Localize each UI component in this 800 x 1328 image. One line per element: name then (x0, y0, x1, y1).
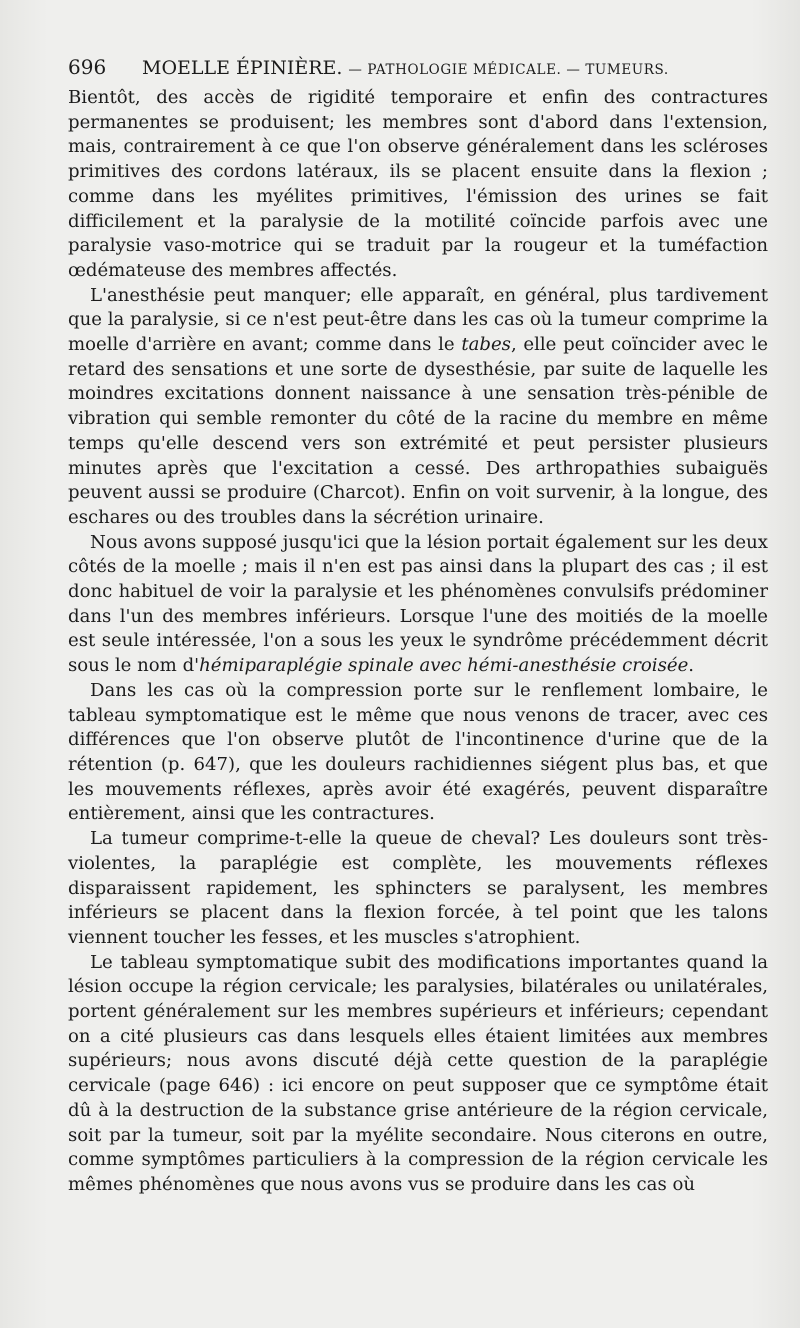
paragraph-3 (68, 531, 768, 679)
body-text (68, 86, 768, 1198)
page-number: 696 (68, 55, 107, 79)
paragraph-2-text-a: L'anesthésie peut manquer; elle apparaît, en général, plus tardivement que la paralysie, si ce n'est peut-être dans les cas où la tumeur comprime la moelle d'arrière en avant; comme dans le (68, 284, 768, 356)
running-header (68, 52, 770, 86)
paragraph-2-italic-term: tabes (461, 334, 511, 356)
paragraph-6: Le tableau symptomatique subit des modifications importantes quand la lésion occupe la région cervicale; les paralysies, bilatérales ou unilatérales, portent généralement sur les membres supérieurs et inférieurs; cependant on a cité plusieurs cas dans lesquels elles étaient limitées aux membres supérieurs; nous avons discuté déjà cette question de la paraplégie cervicale (page 646) : ici encore on peut supposer que ce symptôme était dû à la destruction de la substance grise antérieure de la région cervicale, soit par la tumeur, soit par la myélite secondaire. Nous citerons en outre, comme symptômes particuliers à la compression de la région cervicale les mêmes phénomènes que nous avons vus se produire dans les cas où (68, 951, 768, 1195)
paragraph-1: Bientôt, des accès de rigidité temporaire et enfin des contractures permanentes se produisent; les membres sont d'abord dans l'extension, mais, contrairement à ce que l'on observe généralement dans les scléroses primitives des cordons latéraux, ils se placent ensuite dans la flexion ; comme dans les myélites primitives, l'émission des urines se fait difficilement et la paralysie de la motilité coïncide parfois avec une paralysie vaso-motrice qui se traduit par la rougeur et la tuméfaction œdémateuse des membres affectés. (68, 87, 768, 281)
running-section: — PATHOLOGIE MÉDICALE. — TUMEURS. (348, 62, 669, 78)
running-title: MOELLE ÉPINIÈRE. (142, 57, 343, 79)
paragraph-4: Dans les cas où la compression porte sur le renflement lombaire, le tableau symptomatique est le même que nous venons de tracer, avec ces différences que l'on observe plutôt de l'incontinence d'urine que de la rétention (p. 647), que les douleurs rachidiennes siégent plus bas, et que les mouvements réflexes, après avoir été exagérés, peuvent disparaître entièrement, ainsi que les contractures. (68, 679, 768, 825)
paragraph-2-text-b: , elle peut coïncider avec le retard des sensations et une sorte de dysesthésie, par suite de laquelle les moindres excitations donnent naissance à une sensation très-pénible de vibration qui semble remonter du côté de la racine du membre en même temps qu'elle descend vers son extrémité et peut persister plusieurs minutes après que l'excitation a cessé. Des arthropathies subaiguës peuvent aussi se produire (Charcot). Enfin on voit survenir, à la longue, des eschares ou des troubles dans la sécrétion urinaire. (68, 334, 768, 528)
paragraph-5: La tumeur comprime-t-elle la queue de cheval? Les douleurs sont très-violentes, la paraplégie est complète, les mouvements réflexes disparaissent rapidement, les sphincters se paralysent, les membres inférieurs se placent dans la flexion forcée, à tel point que les talons viennent toucher les fesses, et les muscles s'atrophient. (68, 828, 768, 948)
paragraph-3-text-a: Nous avons supposé jusqu'ici que la lésion portait également sur les deux côtés de la moelle ; mais il n'en est pas ainsi dans la plupart des cas ; il est donc habituel de voir la paralysie et les phénomènes convulsifs prédominer dans l'un des membres inférieurs. Lorsque l'une des moitiés de la moelle est seule intéressée, l'on a sous les yeux le syndrôme précédemment décrit sous le nom d' (68, 531, 768, 677)
paragraph-3-text-b: . (688, 655, 695, 677)
paragraph-2 (68, 284, 768, 531)
paragraph-3-italic-term: hémiparaplégie spinale avec hémi-anesthésie croisée (199, 655, 689, 677)
